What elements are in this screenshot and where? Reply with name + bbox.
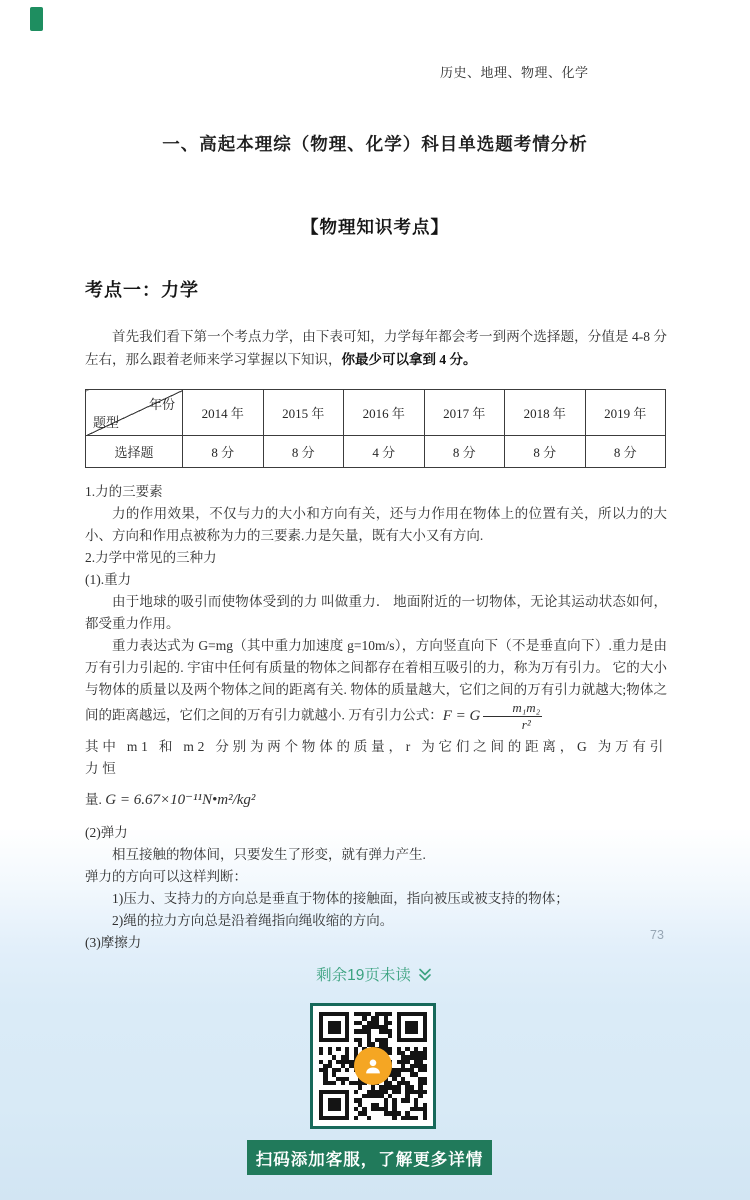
body-line: 1)压力、支持力的方向总是垂直于物体的接触面，指向被压或被支持的物体； (112, 891, 569, 907)
year-header: 2015 年 (263, 390, 344, 436)
gravity-formula: F = G $\frac{\text{m₁m₂}}{\text{r²}}$ (442, 700, 541, 732)
score-table (85, 389, 666, 468)
g-constant-formula: G = 6.67×10⁻¹¹N•m²/kg² (105, 792, 256, 809)
score-cell: 4 分 (344, 436, 425, 468)
page-number: 73 (650, 928, 664, 942)
table-data-row (86, 436, 666, 468)
year-header: 2016 年 (344, 390, 425, 436)
year-header: 2017 年 (424, 390, 505, 436)
document-body (85, 481, 667, 954)
body-line-constant: 量. G = 6.67×10⁻¹¹N•m²/kg² (85, 792, 256, 809)
table-header-row (86, 390, 666, 436)
corner-label-year: 年份 (148, 397, 175, 412)
topic-heading: 考点一：力学 (85, 280, 199, 300)
score-cell: 8 分 (263, 436, 344, 468)
qr-center-badge (354, 1047, 392, 1085)
body-line: (3)摩擦力 (85, 935, 142, 951)
score-cell: 8 分 (505, 436, 586, 468)
page-title: 一、高起本理综（物理、化学）科目单选题考情分析 (162, 134, 588, 154)
body-line: 2)绳的拉力方向总是沿着绳指向绳收缩的方向。 (112, 913, 394, 929)
customer-service-banner: 扫码添加客服，了解更多详情 (247, 1140, 492, 1175)
body-line: (1).重力 (85, 572, 132, 587)
score-cell: 8 分 (183, 436, 264, 468)
year-header: 2019 年 (585, 390, 666, 436)
qr-code (310, 1003, 436, 1129)
green-corner-mark (30, 7, 43, 31)
intro-bold-text: 你最少可以拿到 4 分。 (341, 352, 477, 367)
remaining-pages-button[interactable]: 剩余19页未读 (0, 963, 750, 985)
body-line: 相互接触的物体间，只要发生了形变，就有弹力产生. (112, 847, 426, 863)
body-line: 2.力学中常见的三种力 (85, 550, 217, 565)
table-corner-cell (86, 390, 183, 436)
body-line: 由于地球的吸引而使物体受到的力 叫做重力． 地面附近的一切物体，无论其运动状态如何，都受重力作用。 (85, 594, 667, 631)
section-heading: 【物理知识考点】 (301, 217, 449, 237)
person-icon (362, 1055, 384, 1077)
year-header: 2018 年 (505, 390, 586, 436)
body-line: (2)弹力 (85, 825, 128, 841)
score-cell: 8 分 (424, 436, 505, 468)
score-cell: 8 分 (585, 436, 666, 468)
chevron-double-down-icon (416, 967, 434, 983)
intro-text: 首先我们看下第一个考点力学，由下表可知，力学每年都会考一到两个选择题，分值是 4-8 分左右，那么跟着老师来学习掌握以下知识， (85, 329, 667, 367)
body-line: 力的作用效果，不仅与力的大小和方向有关，还与力作用在物体上的位置有关，所以力的大小、方向和作用点被称为力的三要素.力是矢量，既有大小又有方向. (85, 506, 667, 543)
row-label: 选择题 (86, 436, 183, 468)
year-header: 2014 年 (183, 390, 264, 436)
intro-paragraph (85, 325, 667, 371)
body-paragraph-gravity: 重力表达式为 G=mg（其中重力加速度 g=10m/s），方向竖直向下（不是垂直向下）.重力是由万有引力引起的. 宇宙中任何有质量的物体之间都存在着相互吸引的力，称为万有引力。 它的大小与物体的质量以及两个物体之间的距离有关. 物体的质量越大，它们之间的万有引力就越大;物体之间的距离越远，它们之间的万有引力就越小. 万有引力公式：F = G $\frac{\text{m₁m₂}}{\text{r²}}$ (85, 638, 667, 732)
body-line: 弹力的方向可以这样判断： (85, 869, 247, 885)
body-line: 1.力的三要素 (85, 484, 163, 499)
header-subjects: 历史、地理、物理、化学 (440, 65, 589, 80)
corner-label-type: 题型 (93, 415, 120, 430)
body-line: 其中 m1 和 m2 分别为两个物体的质量，r 为它们之间的距离，G 为万有引力恒 (85, 739, 667, 777)
